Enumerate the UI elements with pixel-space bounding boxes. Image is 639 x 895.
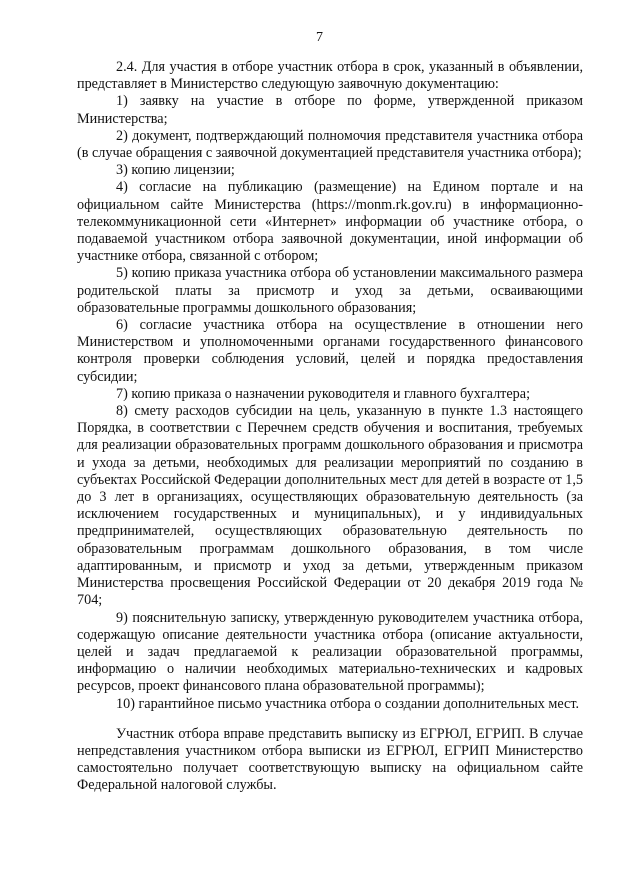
paragraph-2-4-intro: 2.4. Для участия в отборе участник отбора в срок, указанный в объявлении, представляет в Министерство следующую заявочную документацию: [77, 59, 583, 93]
list-item-6: 6) согласие участника отбора на осуществление в отношении него Министерством и уполномоченными органами государственного финансового контроля проверки соблюдения условий, целей и порядка предоставления субсидии; [77, 317, 583, 385]
page-number: 7 [316, 30, 323, 45]
list-item-10: 10) гарантийное письмо участника отбора о создании дополнительных мест. [116, 695, 580, 712]
list-item-1: 1) заявку на участие в отборе по форме, утвержденной приказом Министерства; [77, 93, 583, 127]
list-item-4: 4) согласие на публикацию (размещение) на Едином портале и на официальном сайте Министерства (https://monm.rk.gov.ru) в информационно-телекоммуникационной сети «Интернет» информации об участнике отбора, о подаваемой участником отбора заявочной документации, иной информации об участнике отбора, связанной с отбором; [77, 179, 583, 265]
list-item-2: 2) документ, подтверждающий полномочия представителя участника отбора (в случае обращения с заявочной документацией представителя участника отбора); [77, 127, 583, 162]
list-item-3: 3) копию лицензии; [116, 162, 235, 179]
list-item-7: 7) копию приказа о назначении руководителя и главного бухгалтера; [116, 385, 531, 402]
list-item-9: 9) пояснительную записку, утвержденную руководителем участника отбора, содержащую описание деятельности участника отбора (описание актуальности, целей и задач предлагаемой к реализации образовательной программы, информацию о наличии необходимых материально-технических и кадровых ресурсов, проект финансового плана образовательной программы); [77, 609, 583, 695]
list-item-5: 5) копию приказа участника отбора об установлении максимального размера родительской платы за присмотр и уход за детьми, осваивающими образовательные программы дошкольного образования; [77, 265, 583, 316]
paragraph-egrul-extract: Участник отбора вправе представить выписку из ЕГРЮЛ, ЕГРИП. В случае непредставления участником отбора выписки из ЕГРЮЛ, ЕГРИП Министерство самостоятельно получает соответствующую выписку на официальном сайте Федеральной налоговой службы. [77, 725, 583, 794]
document-body [77, 59, 583, 795]
list-item-8: 8) смету расходов субсидии на цель, указанную в пункте 1.3 настоящего Порядка, в соответствии с Перечнем средств обучения и воспитания, требуемых для реализации образовательных программ дошкольного образования и присмотра и ухода за детьми, необходимых для реализации мероприятий по созданию в субъектах Российской Федерации дополнительных мест для детей в возрасте от 1,5 до 3 лет в организациях, осуществляющих образовательную деятельность (за исключением государственных и муниципальных), и у индивидуальных предпринимателей, осуществляющих образовательную деятельность по образовательным программам дошкольного образования, в том числе адаптированным, и присмотр и уход за детьми, утвержденным приказом Министерства просвещения Российской Федерации от 20 декабря 2019 года № 704; [77, 403, 583, 609]
